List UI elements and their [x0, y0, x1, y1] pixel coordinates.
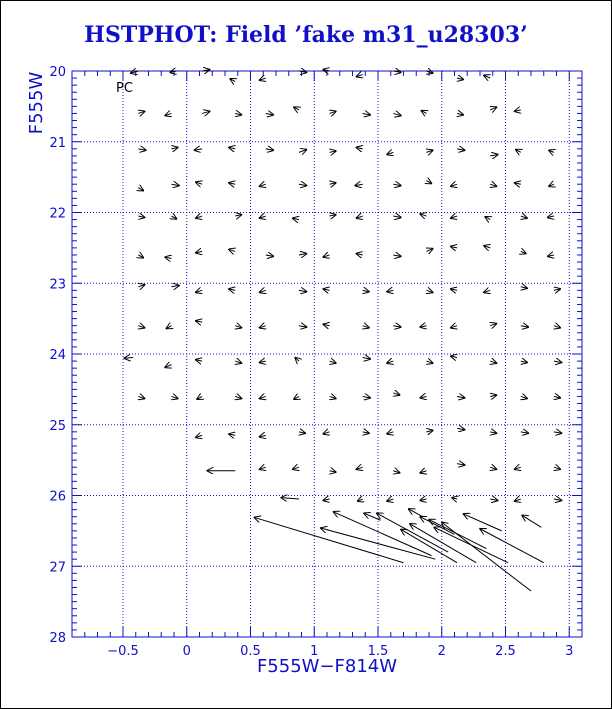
vector-arrow: [514, 110, 520, 111]
vector-arrow: [426, 290, 432, 292]
vector-arrow: [420, 396, 426, 397]
vector-arrow: [196, 216, 202, 218]
vector-arrow: [196, 290, 202, 292]
vector-arrow: [259, 435, 265, 436]
y-axis-label: F555W: [26, 71, 47, 135]
vector-arrow: [330, 111, 336, 113]
vector-arrow: [165, 113, 171, 115]
chart-title: HSTPHOT: Field ’fake m31_u28303’: [84, 22, 528, 48]
x-tick-label: 2.5: [495, 644, 516, 659]
vector-arrow: [490, 107, 496, 110]
vector-arrow: [393, 216, 401, 217]
vector-arrow: [490, 154, 498, 155]
vector-arrow: [521, 361, 527, 362]
vector-arrow: [363, 326, 369, 328]
vector-arrow: [323, 432, 329, 434]
vector-arrow: [420, 326, 426, 327]
vector-arrow: [363, 113, 371, 114]
x-axis-label: F555W−F814W: [256, 656, 398, 677]
y-tick-label: 22: [49, 206, 66, 222]
vector-arrow: [138, 188, 143, 191]
vector-arrow: [138, 326, 144, 328]
vector-arrow: [387, 152, 393, 154]
y-tick-label: 28: [49, 631, 66, 646]
vector-arrow: [165, 365, 171, 368]
vector-arrow: [330, 215, 336, 216]
vector-arrow: [387, 432, 393, 434]
vector-arrow: [294, 107, 299, 110]
vector-arrow: [259, 467, 265, 469]
vector-arrow: [393, 184, 401, 185]
vector-arrow: [299, 254, 307, 255]
vector-arrow: [451, 356, 457, 357]
vector-arrow: [229, 183, 235, 184]
y-tick-label: 25: [49, 418, 66, 434]
vector-arrow: [266, 255, 274, 256]
vector-arrow: [409, 509, 423, 517]
vector-arrow: [299, 150, 307, 153]
y-tick-label: 23: [49, 277, 66, 293]
vector-arrow: [521, 326, 529, 327]
vector-arrow: [330, 396, 336, 398]
vector-arrow: [281, 498, 299, 499]
vector-arrow: [363, 396, 371, 397]
vector-arrow: [514, 183, 520, 184]
vector-arrow: [457, 396, 465, 397]
vector-arrow: [124, 358, 133, 359]
y-tick-label: 20: [49, 65, 66, 80]
vector-arrow: [421, 111, 426, 114]
x-tick-label: −0.5: [107, 644, 139, 659]
vector-arrow: [521, 287, 527, 288]
vector-arrow: [393, 471, 399, 473]
vector-arrow: [323, 499, 329, 500]
vector-arrow: [549, 150, 554, 152]
vector-arrow: [490, 395, 496, 396]
vector-arrow: [299, 326, 307, 327]
vector-arrow: [266, 113, 274, 114]
vector-arrow: [330, 471, 336, 472]
vector-arrow: [138, 285, 144, 287]
vector-arrow: [299, 432, 305, 433]
vector-arrow: [457, 149, 465, 150]
vector-arrow: [363, 290, 369, 291]
vector-arrow: [457, 78, 463, 79]
vector-arrow: [548, 216, 554, 217]
vector-arrow: [138, 396, 144, 398]
vector-arrow: [363, 358, 371, 359]
vector-arrow: [451, 326, 457, 328]
vector-arrow: [554, 326, 560, 328]
vector-arrow: [490, 467, 496, 469]
vector-arrow: [323, 289, 329, 290]
vector-arrow: [323, 255, 329, 257]
vector-arrow: [166, 326, 171, 329]
vector-arrow: [363, 432, 369, 433]
vector-arrow: [420, 499, 426, 500]
vector-arrow: [516, 150, 521, 153]
vector-arrow: [194, 149, 202, 150]
vector-arrow: [171, 396, 177, 398]
vector-arrow: [451, 289, 457, 290]
vector-arrow: [426, 181, 431, 184]
vector-arrow: [457, 428, 465, 429]
x-tick-label: 0: [182, 644, 191, 659]
vector-arrow: [490, 432, 496, 433]
vector-arrow: [330, 183, 336, 184]
vector-arrow: [171, 285, 179, 286]
y-tick-label: 24: [49, 348, 66, 363]
vector-arrow: [259, 78, 265, 80]
vector-arrow: [387, 361, 393, 363]
vector-arrow: [295, 358, 299, 362]
vector-arrow: [420, 214, 426, 216]
vector-arrow: [330, 151, 336, 152]
vector-arrow: [426, 361, 432, 363]
vector-arrow: [490, 324, 496, 326]
vector-arrow: [356, 75, 362, 77]
vector-arrow: [356, 147, 362, 148]
vector-arrow: [393, 393, 399, 395]
vector-arrow: [451, 216, 457, 218]
vector-arrow: [484, 290, 490, 292]
vector-arrow: [235, 361, 241, 363]
vector-arrow: [522, 515, 541, 527]
vector-arrow: [514, 499, 520, 501]
vector-arrow: [356, 467, 362, 469]
vector-arrow: [554, 499, 562, 500]
vector-arrow: [235, 396, 241, 398]
vector-arrow: [259, 361, 265, 362]
vector-arrow: [356, 254, 362, 255]
vector-arrow: [138, 111, 144, 113]
vector-arrow: [294, 396, 299, 399]
vector-arrow: [333, 512, 431, 556]
vector-arrow: [230, 79, 235, 82]
vector-arrow: [484, 246, 490, 248]
vector-arrow: [451, 184, 457, 186]
vector-arrow: [393, 326, 401, 327]
vector-arrow: [457, 464, 465, 465]
vector-arrow: [293, 218, 299, 219]
vector-arrow: [521, 216, 527, 218]
vector-arrow: [254, 517, 403, 562]
x-tick-label: 0.5: [240, 644, 261, 659]
vector-arrow: [393, 113, 401, 115]
vector-field: [124, 70, 561, 591]
vector-arrow: [521, 396, 527, 398]
vector-arrow: [138, 216, 144, 217]
vector-arrow: [229, 249, 235, 251]
vector-arrow: [420, 517, 454, 535]
vector-arrow: [171, 184, 179, 185]
y-tick-label: 21: [49, 135, 66, 151]
x-tick-label: 2: [437, 644, 446, 659]
vector-arrow: [451, 246, 457, 247]
vector-arrow: [393, 255, 401, 256]
vector-arrow: [426, 150, 432, 152]
x-tick-label: 1: [310, 644, 319, 659]
vector-arrow: [323, 324, 329, 325]
grid-lines: [72, 71, 582, 637]
vector-arrow: [197, 396, 202, 399]
vector-arrow: [196, 435, 202, 437]
vector-arrow: [259, 326, 265, 328]
axis-ticks: [49, 65, 582, 659]
vector-arrow: [330, 361, 336, 363]
vector-arrow: [259, 184, 265, 186]
vector-arrow: [554, 396, 560, 397]
vector-arrow: [457, 113, 463, 114]
vector-arrow: [196, 182, 202, 184]
vector-arrow: [490, 361, 496, 363]
vector-arrow: [554, 289, 560, 290]
vector-arrow: [259, 290, 265, 292]
vector-arrow: [202, 111, 210, 113]
vector-arrow: [358, 499, 363, 501]
y-tick-label: 27: [49, 560, 66, 576]
vector-arrow: [299, 290, 307, 291]
vector-arrow: [355, 184, 363, 185]
vector-arrow: [490, 499, 498, 500]
vector-arrow: [235, 113, 241, 114]
vector-arrow: [490, 184, 496, 186]
vector-arrow: [229, 434, 235, 435]
vector-arrow: [521, 432, 529, 433]
vector-arrow: [514, 467, 520, 469]
x-tick-label: 1.5: [367, 644, 389, 659]
vector-arrow: [387, 499, 393, 501]
vector-arrow: [463, 514, 501, 531]
vector-arrow: [138, 255, 143, 258]
y-tick-label: 26: [49, 489, 66, 505]
vector-arrow: [165, 257, 171, 258]
vector-arrow: [259, 216, 265, 218]
vector-arrow: [521, 251, 526, 253]
vector-arrow: [420, 471, 426, 473]
vector-arrow: [548, 255, 554, 256]
panel-label: PC: [116, 81, 133, 96]
vector-arrow: [293, 467, 299, 469]
vector-arrow: [196, 321, 202, 322]
vector-arrow: [171, 147, 177, 148]
vector-arrow: [452, 498, 457, 499]
vector-arrow: [229, 289, 235, 290]
vector-arrow: [235, 215, 241, 216]
vector-arrow: [356, 216, 362, 218]
vector-arrow: [196, 251, 202, 252]
vector-arrow: [484, 75, 490, 78]
vector-arrow: [259, 396, 265, 398]
x-tick-label: 3: [565, 644, 574, 659]
vector-arrow: [480, 529, 544, 563]
vector-arrow: [549, 184, 554, 186]
vector-arrow: [426, 430, 432, 431]
vector-arrow: [554, 361, 562, 362]
vector-arrow: [554, 432, 562, 433]
vector-arrow: [229, 147, 235, 148]
vector-arrow: [171, 216, 176, 219]
vector-arrow: [235, 326, 241, 328]
vector-arrow: [554, 467, 560, 469]
vector-arrow: [196, 360, 202, 361]
vector-arrow: [387, 290, 393, 291]
vector-arrow: [266, 149, 274, 150]
vector-arrow: [299, 184, 307, 185]
vector-arrow: [485, 217, 490, 220]
vector-arrow: [426, 249, 432, 252]
vector-arrow: [138, 149, 146, 150]
